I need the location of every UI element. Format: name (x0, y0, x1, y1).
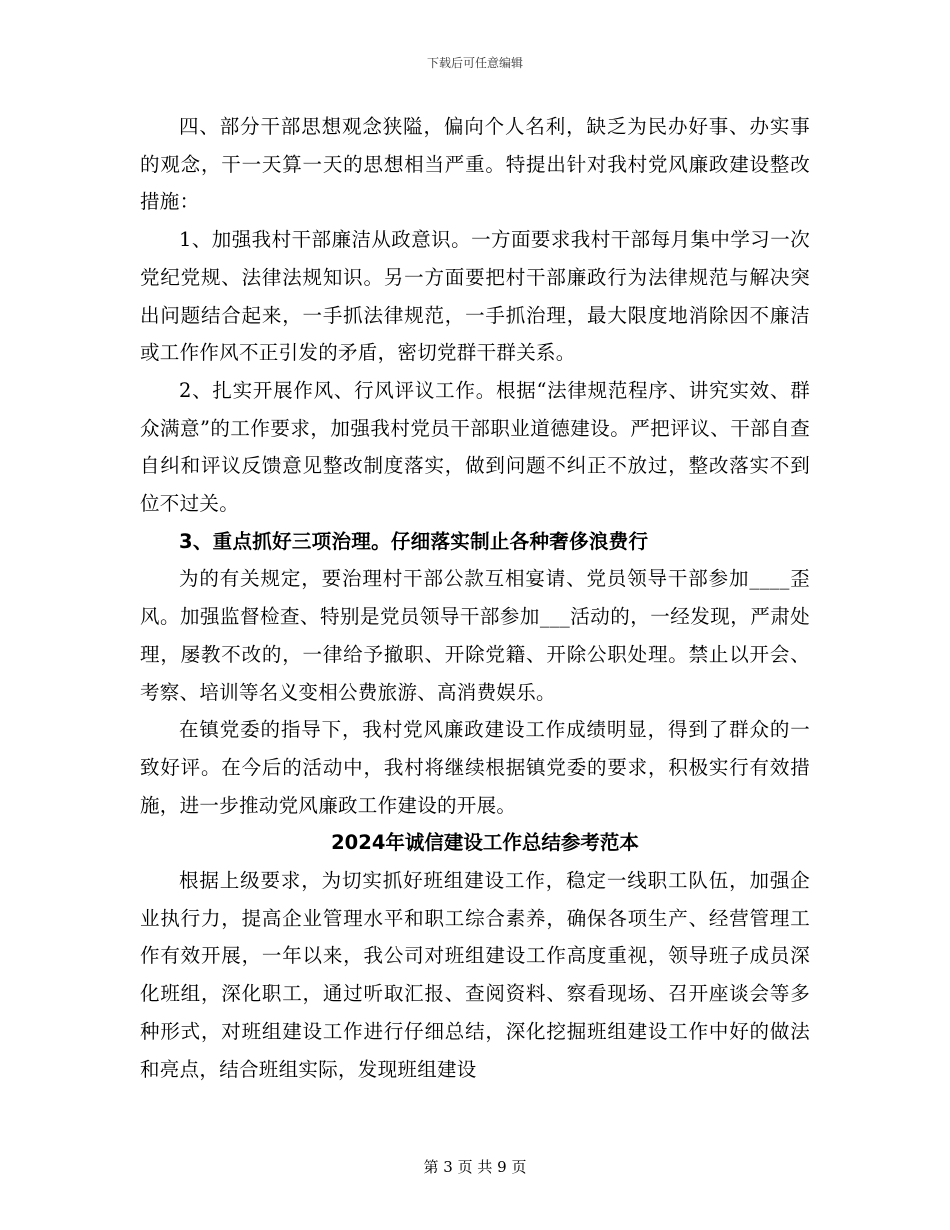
paragraph-conclusion: 在镇党委的指导下，我村党风廉政建设工作成绩明显，得到了群众的一致好评。在今后的活动中，我村将继续根据镇党委的要求，积极实行有效措施，进一步推动党风廉政工作建设的开展。 (140, 718, 810, 817)
paragraph-measure-three-heading: 3、重点抓好三项治理。仔细落实制止各种奢侈浪费行 (179, 529, 649, 553)
page-number: 第 3 页 共 9 页 (423, 1158, 527, 1176)
section-title: 2024年诚信建设工作总结参考范本 (331, 831, 639, 855)
paragraph-measure-one: 1、加强我村干部廉洁从政意识。一方面要求我村干部每月集中学习一次党纪党规、法律法规知识。另一方面要把村干部廉政行为法律规范与解决突出问题结合起来，一手抓法律规范，一手抓治理，最大限度地消除因不廉洁或工作作风不正引发的矛盾，密切党群干群关系。 (140, 228, 810, 365)
document-body (140, 108, 810, 1088)
paragraph-measure-three-body: 为的有关规定，要治理村干部公款互相宴请、党员领导干部参加____歪风。加强监督检查、特别是党员领导干部参加___活动的，一经发现，严肃处理，屡教不改的，一律给予撤职、开除党籍、开除公职处理。禁止以开会、考察、培训等名义变相公费旅游、高消费娱乐。 (140, 567, 810, 704)
paragraph-issue-four: 四、部分干部思想观念狭隘，偏向个人名利，缺乏为民办好事、办实事的观念，干一天算一天的思想相当严重。特提出针对我村党风廉政建设整改措施： (140, 115, 810, 214)
section-paragraph: 根据上级要求，为切实抓好班组建设工作，稳定一线职工队伍，加强企业执行力，提高企业管理水平和职工综合素养，确保各项生产、经营管理工作有效开展，一年以来，我公司对班组建设工作高度重视，领导班子成员深化班组，深化职工，通过听取汇报、查阅资料、察看现场、召开座谈会等多种形式，对班组建设工作进行仔细总结，深化挖掘班组建设工作中好的做法和亮点，结合班组实际，发现班组建设 (140, 869, 810, 1081)
paragraph-measure-two: 2、扎实开展作风、行风评议工作。根据“法律规范程序、讲究实效、群众满意”的工作要求，加强我村党员干部职业道德建设。严把评议、干部自查自纠和评议反馈意见整改制度落实，做到问题不纠正不放过，整改落实不到位不过关。 (140, 378, 810, 516)
page-header: 下载后可任意编辑 (426, 56, 523, 70)
